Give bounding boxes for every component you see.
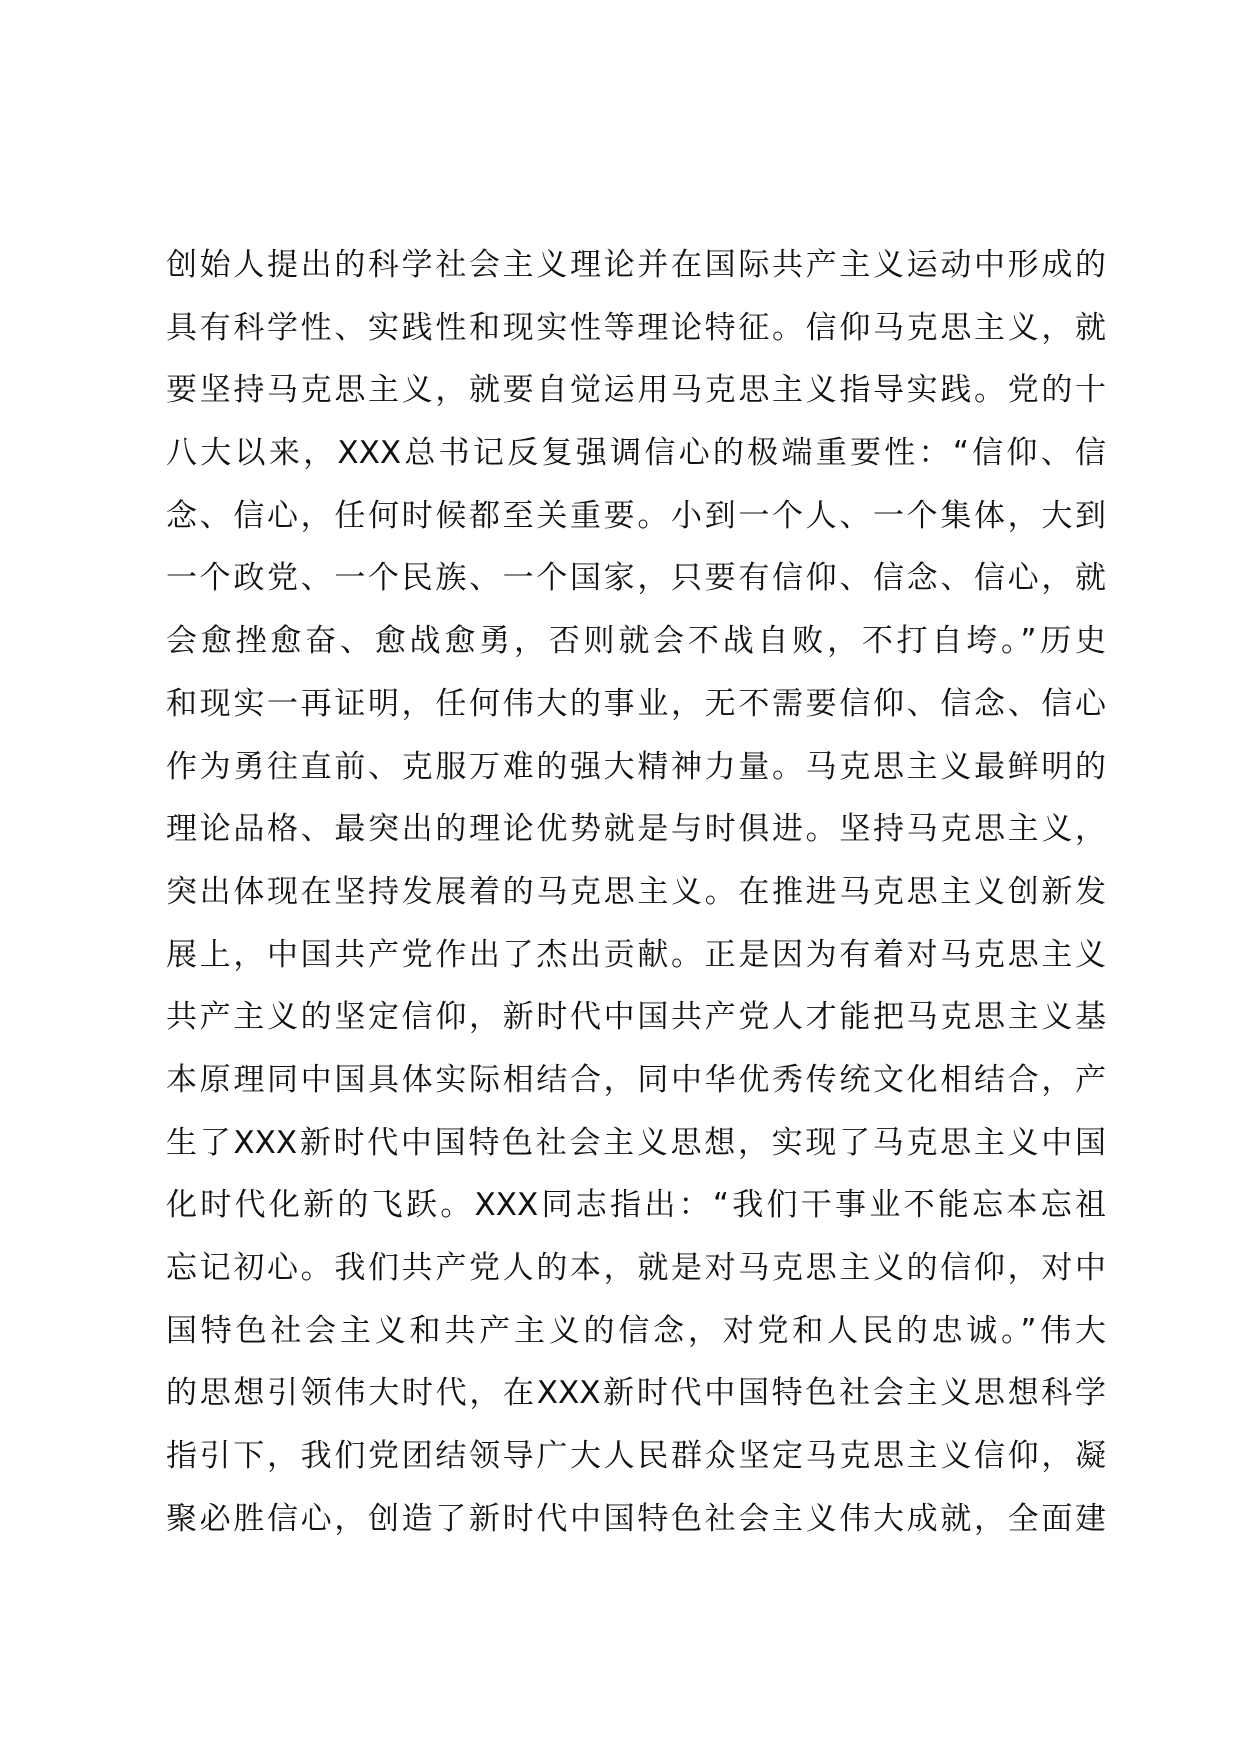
text-line: 一个政党、一个民族、一个国家，只要有信仰、信念、信心，就 — [166, 560, 1106, 597]
text-line: 会愈挫愈奋、愈战愈勇，否则就会不战自败，不打自垮。”历史 — [166, 623, 1106, 660]
text-line: 八大以来，XXX总书记反复强调信心的极端重要性：“信仰、信 — [166, 435, 1106, 472]
body-text — [166, 234, 1106, 1550]
text-line: 创始人提出的科学社会主义理论并在国际共产主义运动中形成的 — [166, 247, 1106, 283]
text-line: 具有科学性、实践性和现实性等理论特征。信仰马克思主义，就 — [166, 309, 1106, 346]
text-line: 的思想引领伟大时代，在XXX新时代中国特色社会主义思想科学 — [166, 1375, 1106, 1412]
text-line: 突出体现在坚持发展着的马克思主义。在推进马克思主义创新发 — [166, 873, 1106, 910]
text-line: 生了XXX新时代中国特色社会主义思想，实现了马克思主义中国 — [166, 1124, 1106, 1161]
text-line: 和现实一再证明，任何伟大的事业，无不需要信仰、信念、信心 — [166, 685, 1106, 722]
text-line: 本原理同中国具体实际相结合，同中华优秀传统文化相结合，产 — [166, 1061, 1106, 1098]
text-line: 聚必胜信心，创造了新时代中国特色社会主义伟大成就，全面建 — [166, 1500, 1106, 1537]
text-line: 展上，中国共产党作出了杰出贡献。正是因为有着对马克思主义 — [166, 936, 1106, 973]
text-line: 化时代化新的飞跃。XXX同志指出：“我们干事业不能忘本忘祖 — [166, 1187, 1106, 1224]
text-line: 指引下，我们党团结领导广大人民群众坚定马克思主义信仰，凝 — [166, 1438, 1106, 1475]
text-line: 要坚持马克思主义，就要自觉运用马克思主义指导实践。党的十 — [166, 372, 1106, 409]
text-line: 共产主义的坚定信仰，新时代中国共产党人才能把马克思主义基 — [166, 999, 1106, 1036]
text-line: 理论品格、最突出的理论优势就是与时俱进。坚持马克思主义， — [166, 811, 1106, 848]
text-line: 国特色社会主义和共产主义的信念，对党和人民的忠诚。”伟大 — [166, 1312, 1106, 1349]
text-line: 作为勇往直前、克服万难的强大精神力量。马克思主义最鲜明的 — [166, 748, 1106, 785]
text-line: 忘记初心。我们共产党人的本，就是对马克思主义的信仰，对中 — [166, 1250, 1106, 1286]
text-line: 念、信心，任何时候都至关重要。小到一个人、一个集体，大到 — [166, 497, 1106, 534]
